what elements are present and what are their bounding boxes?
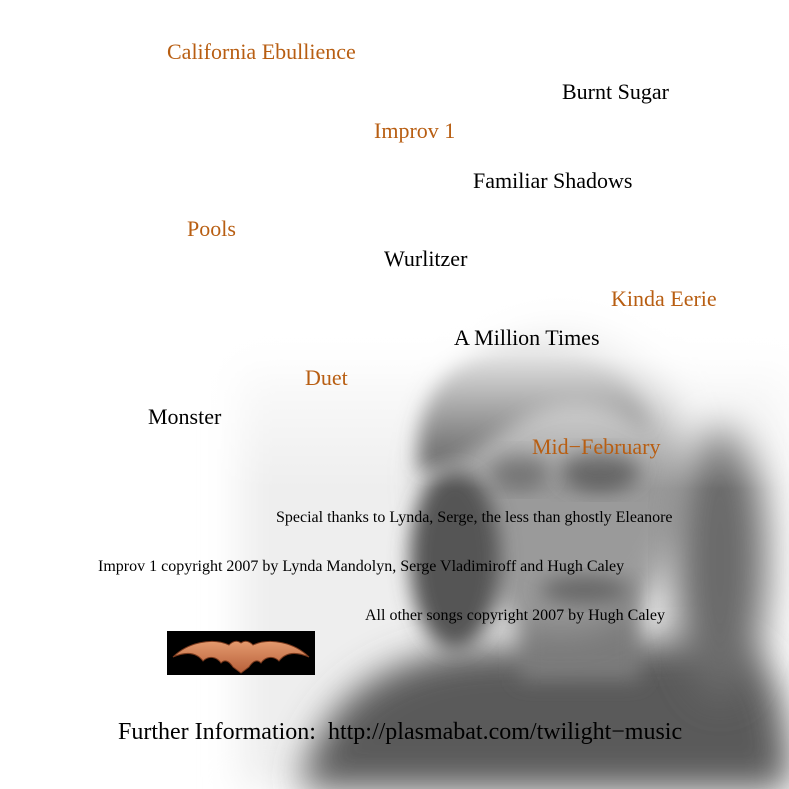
song-title-improv-1: Improv 1 bbox=[374, 118, 456, 143]
song-title-kinda-eerie: Kinda Eerie bbox=[611, 286, 717, 311]
further-information bbox=[118, 720, 682, 744]
song-title-burnt-sugar: Burnt Sugar bbox=[562, 79, 669, 104]
song-title-pools: Pools bbox=[187, 216, 236, 241]
bat-logo bbox=[167, 631, 315, 675]
song-title-california-ebullience: California Ebullience bbox=[167, 39, 356, 64]
song-title-monster: Monster bbox=[148, 404, 222, 429]
special-thanks-text: Special thanks to Lynda, Serge, the less than ghostly Eleanore bbox=[276, 509, 673, 526]
song-title-a-million-times: A Million Times bbox=[454, 325, 600, 350]
song-title-wurlitzer: Wurlitzer bbox=[384, 246, 468, 271]
song-title-mid-february: Mid−February bbox=[532, 434, 661, 459]
further-information-label: Further Information: bbox=[118, 719, 316, 745]
improv-copyright-text: Improv 1 copyright 2007 by Lynda Mandolyn, Serge Vladimiroff and Hugh Caley bbox=[98, 558, 625, 575]
further-information-link[interactable]: http://plasmabat.com/twilight−music bbox=[327, 719, 683, 745]
song-title-duet: Duet bbox=[305, 365, 348, 390]
song-title-familiar-shadows: Familiar Shadows bbox=[473, 168, 633, 193]
bat-logo-icon bbox=[167, 631, 315, 675]
other-copyright-text: All other songs copyright 2007 by Hugh Caley bbox=[365, 607, 665, 624]
